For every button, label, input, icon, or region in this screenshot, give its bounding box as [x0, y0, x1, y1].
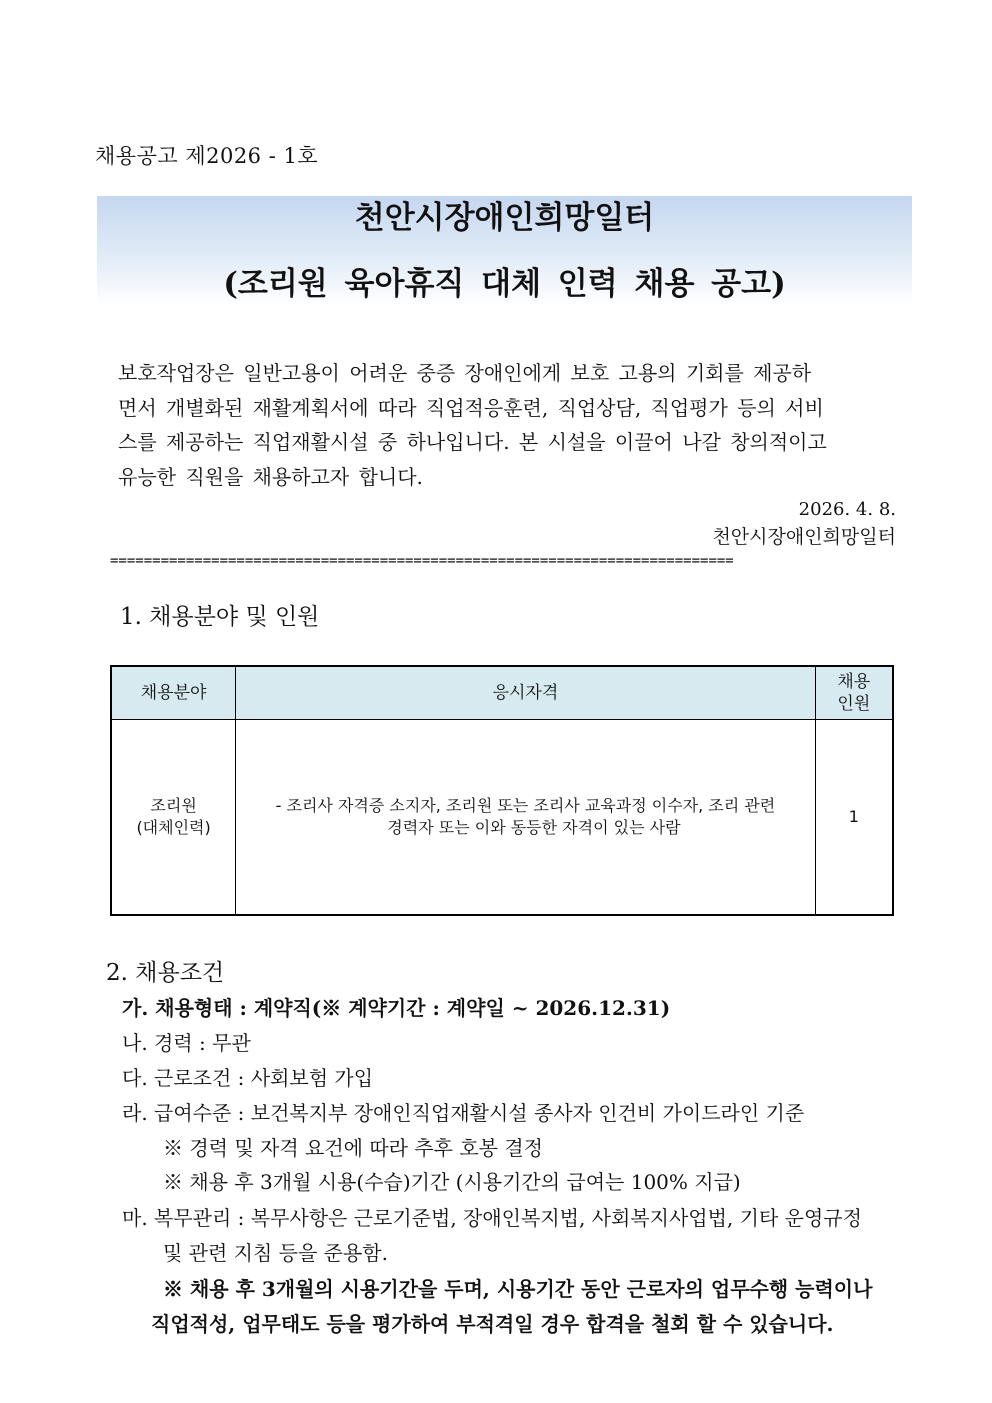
field-cell [111, 720, 236, 916]
header-field: 채용분야 [111, 666, 236, 720]
recruitment-table [110, 665, 894, 916]
header-count [815, 666, 893, 720]
field-name: 조리원 [150, 796, 197, 815]
divider-line: ========================================================================== [110, 553, 734, 569]
header-count-line1: 채용 [837, 672, 871, 692]
table-header-row [111, 666, 893, 720]
condition-service: 마. 복무관리 : 복무사항은 근로기준법, 장애인복지법, 사회복지사업법, 기타 운영규정 [122, 1206, 862, 1230]
field-note: (대체인력) [136, 818, 211, 837]
condition-career: 나. 경력 : 무관 [122, 1031, 251, 1055]
intro-line: 유능한 직원을 채용하고자 합니다. [118, 464, 423, 489]
condition-working: 다. 근로조건 : 사회보험 가입 [122, 1066, 374, 1090]
count-cell: 1 [815, 720, 893, 916]
condition-salary-note: ※ 경력 및 자격 요건에 따라 추후 호봉 결정 [163, 1136, 543, 1160]
intro-line: 면서 개별화된 재활계획서에 따라 직업적응훈련, 직업상담, 직업평가 등의 서비 [118, 395, 824, 420]
condition-salary: 라. 급여수준 : 보건복지부 장애인직업재활시설 종사자 인건비 가이드라인 기준 [122, 1101, 805, 1125]
qualification-line: - 조리사 자격증 소지자, 조리원 또는 조리사 교육과정 이수자, 조리 관련 [275, 796, 776, 815]
page-title: 천안시장애인희망일터 [354, 200, 655, 236]
table-row [111, 720, 893, 916]
intro-line: 보호작업장은 일반고용이 어려운 중증 장애인에게 보호 고용의 기회를 제공하 [118, 361, 812, 385]
page-subtitle: (조리원 육아휴직 대체 인력 채용 공고) [223, 266, 786, 302]
header-count-line2: 인원 [837, 694, 871, 714]
notice-date: 2026. 4. 8. [798, 499, 896, 520]
condition-service-cont: 및 관련 지침 등을 준용함. [163, 1241, 388, 1265]
intro-paragraph [118, 356, 896, 494]
organization-name: 천안시장애인희망일터 [712, 526, 896, 548]
qualification-line: 경력자 또는 이와 동등한 자격이 있는 사람 [387, 818, 681, 837]
condition-employment-type: 가. 채용형태 : 계약직(※ 계약기간 : 계약일 ~ 2026.12.31) [122, 996, 671, 1020]
intro-line: 스를 제공하는 직업재활시설 중 하나입니다. 본 시설을 이끌어 나갈 창의적이고 [118, 430, 827, 454]
header-qualification: 응시자격 [236, 666, 815, 720]
qualification-cell [236, 720, 815, 916]
condition-probation-warning: ※ 채용 후 3개월의 시용기간을 두며, 시용기간 동안 근로자의 업무수행 능력이나 [163, 1277, 873, 1301]
section1-heading: 1. 채용분야 및 인원 [120, 604, 320, 630]
condition-probation-warning-cont: 직업적성, 업무태도 등을 평가하여 부적격일 경우 합격을 철회 할 수 있습니다. [151, 1312, 834, 1336]
section2-heading: 2. 채용조건 [106, 960, 225, 986]
condition-probation-note: ※ 채용 후 3개월 시용(수습)기간 (시용기간의 급여는 100% 지급) [163, 1170, 741, 1194]
notice-number: 채용공고 제2026 - 1호 [95, 144, 319, 168]
